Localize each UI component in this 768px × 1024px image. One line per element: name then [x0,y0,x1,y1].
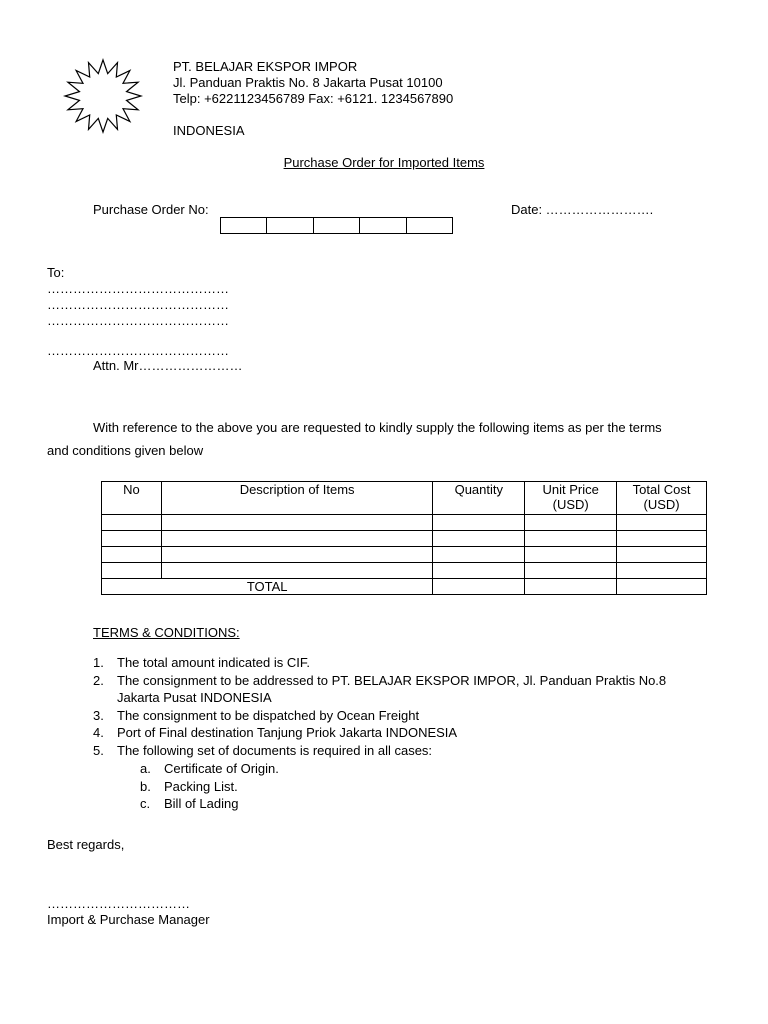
signature-line: …………………………… [47,896,190,911]
column-header-no: No [102,482,162,515]
cell-unit-price[interactable] [525,563,617,579]
cell-description[interactable] [161,531,432,547]
terms-title: TERMS & CONDITIONS: [93,625,240,640]
list-number: 1. [93,655,104,670]
term-text: The total amount indicated is CIF. [117,655,310,670]
column-header-quantity: Quantity [433,482,525,515]
unit-price-label: Unit Price [542,482,599,497]
to-line-4: …………………………………… [47,343,229,358]
total-quantity[interactable] [433,579,525,595]
cell-unit-price[interactable] [525,531,617,547]
column-header-total-cost [617,482,707,515]
table-row [102,515,707,531]
cell-description[interactable] [161,563,432,579]
company-contact: Telp: +6221123456789 Fax: +6121. 1234567890 [173,91,454,106]
po-number-boxes[interactable] [220,217,453,234]
total-label: TOTAL [102,579,433,595]
table-row [102,547,707,563]
cell-quantity[interactable] [433,547,525,563]
cell-total-cost[interactable] [617,515,707,531]
po-digit-box[interactable] [221,218,267,233]
cell-unit-price[interactable] [525,515,617,531]
term-text: Port of Final destination Tanjung Priok Jakarta INDONESIA [117,725,458,741]
document-title: Purchase Order for Imported Items [283,155,485,170]
company-address: Jl. Panduan Praktis No. 8 Jakarta Pusat 10100 [173,75,443,90]
cell-no[interactable] [102,547,162,563]
cell-quantity[interactable] [433,563,525,579]
starburst-icon [60,56,146,136]
po-digit-box[interactable] [267,218,313,233]
cell-description[interactable] [161,547,432,563]
list-number: 3. [93,707,104,723]
term-text: The consignment to be addressed to PT. BELAJAR EKSPOR IMPOR, Jl. Panduan Praktis No.8 [117,672,667,688]
po-number-label: Purchase Order No: [93,202,209,217]
documents-list [140,760,279,813]
signatory-title: Import & Purchase Manager [47,912,210,927]
closing-regards: Best regards, [47,837,125,852]
total-cost-label: Total Cost [632,482,691,497]
table-header-row [102,482,707,515]
unit-price-currency: (USD) [552,497,589,512]
list-item [93,742,666,760]
document-text: Bill of Lading [164,796,239,811]
list-number: 5. [93,742,104,758]
items-table [101,481,707,595]
list-item [140,760,279,778]
intro-line-2: and conditions given below [47,443,204,458]
cell-description[interactable] [161,515,432,531]
list-item [93,672,666,707]
date-field: Date: ……………………. [511,202,654,217]
total-cost-currency: (USD) [643,497,680,512]
list-number: 4. [93,725,104,741]
list-letter: b. [140,778,151,794]
table-row [102,563,707,579]
term-text-continued: Jakarta Pusat INDONESIA [117,690,272,706]
cell-unit-price[interactable] [525,547,617,563]
document-text: Certificate of Origin. [164,761,279,776]
list-item [93,707,666,725]
term-text: The consignment to be dispatched by Ocean Freight [117,707,420,723]
company-name: PT. BELAJAR EKSPOR IMPOR [173,59,358,74]
column-header-description: Description of Items [161,482,432,515]
cell-no[interactable] [102,515,162,531]
cell-total-cost[interactable] [617,547,707,563]
cell-total-cost[interactable] [617,563,707,579]
intro-line-1: With reference to the above you are requested to kindly supply the following items as per the terms [93,420,662,435]
total-cost[interactable] [617,579,707,595]
list-number: 2. [93,672,104,688]
to-line-2: …………………………………… [47,297,229,312]
table-total-row [102,579,707,595]
list-item [93,654,666,672]
po-digit-box[interactable] [360,218,406,233]
po-digit-box[interactable] [314,218,360,233]
total-unit-price[interactable] [525,579,617,595]
table-row [102,531,707,547]
column-header-unit-price [525,482,617,515]
attention-line: Attn. Mr…………………… [93,358,243,373]
cell-quantity[interactable] [433,531,525,547]
list-item [140,778,279,796]
company-country: INDONESIA [173,123,245,138]
to-line-3: …………………………………… [47,313,229,328]
list-item [140,795,279,813]
term-text: The following set of documents is required in all cases: [117,742,433,758]
document-text: Packing List. [164,778,238,794]
list-letter: c. [140,796,151,811]
list-letter: a. [140,761,151,776]
to-label: To: [47,265,65,280]
terms-list [93,654,666,760]
cell-total-cost[interactable] [617,531,707,547]
po-digit-box[interactable] [407,218,452,233]
cell-no[interactable] [102,563,162,579]
cell-quantity[interactable] [433,515,525,531]
to-line-1: …………………………………… [47,281,229,296]
cell-no[interactable] [102,531,162,547]
list-item [93,724,666,742]
